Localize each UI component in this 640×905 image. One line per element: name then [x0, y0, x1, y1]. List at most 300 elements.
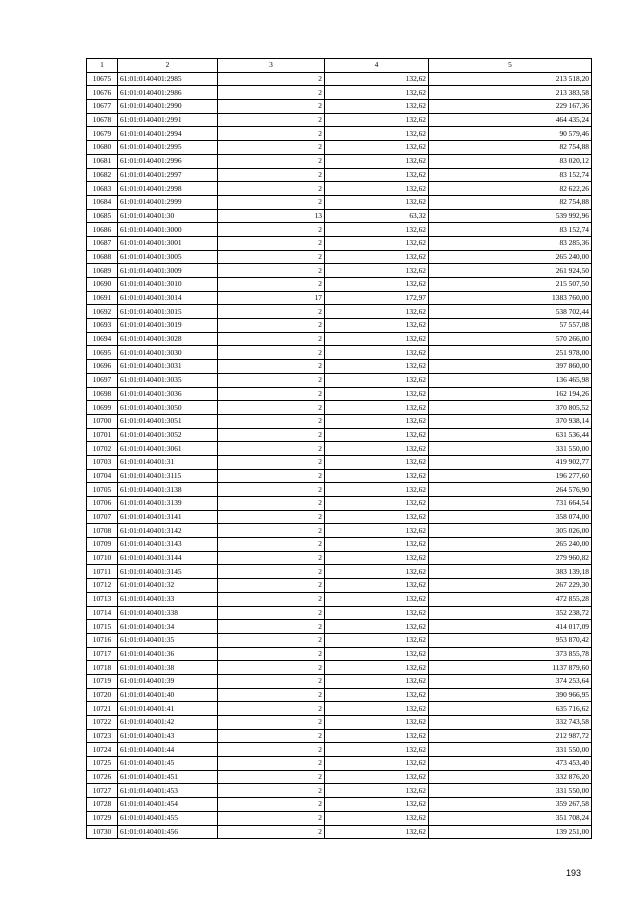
table-cell: 61:01:0140401:2990	[118, 100, 218, 114]
table-cell: 132,62	[325, 784, 429, 798]
table-cell: 61:01:0140401:3001	[118, 236, 218, 250]
table-cell: 10690	[87, 278, 118, 292]
table-cell: 2	[218, 743, 325, 757]
table-cell: 2	[218, 72, 325, 86]
table-cell: 61:01:0140401:453	[118, 784, 218, 798]
table-cell: 414 017,09	[429, 620, 592, 634]
table-row	[87, 168, 592, 182]
table-cell: 352 238,72	[429, 606, 592, 620]
table-cell: 10710	[87, 551, 118, 565]
table-row	[87, 633, 592, 647]
table-cell: 132,62	[325, 524, 429, 538]
table-cell: 2	[218, 770, 325, 784]
table-cell: 132,62	[325, 236, 429, 250]
data-table	[86, 58, 592, 839]
table-row	[87, 250, 592, 264]
table-cell: 10695	[87, 346, 118, 360]
table-cell: 279 960,82	[429, 551, 592, 565]
table-cell: 132,62	[325, 606, 429, 620]
table-cell: 373 855,78	[429, 647, 592, 661]
table-cell: 2	[218, 346, 325, 360]
table-cell: 10715	[87, 620, 118, 634]
table-cell: 213 383,58	[429, 86, 592, 100]
table-cell: 2	[218, 86, 325, 100]
table-cell: 61:01:0140401:2985	[118, 72, 218, 86]
column-header-3: 3	[218, 59, 325, 73]
table-cell: 61:01:0140401:33	[118, 592, 218, 606]
table-cell: 61:01:0140401:3050	[118, 401, 218, 415]
table-cell: 1383 760,00	[429, 291, 592, 305]
table-cell: 132,62	[325, 565, 429, 579]
table-cell: 61:01:0140401:451	[118, 770, 218, 784]
table-cell: 10712	[87, 579, 118, 593]
table-cell: 132,62	[325, 483, 429, 497]
table-cell: 61:01:0140401:2997	[118, 168, 218, 182]
table-cell: 132,62	[325, 702, 429, 716]
table-cell: 731 664,54	[429, 497, 592, 511]
table-cell: 61:01:0140401:3035	[118, 373, 218, 387]
table-row	[87, 688, 592, 702]
table-cell: 2	[218, 414, 325, 428]
table-cell: 82 754,88	[429, 195, 592, 209]
table-row	[87, 469, 592, 483]
table-cell: 10685	[87, 209, 118, 223]
table-cell: 139 251,00	[429, 825, 592, 839]
table-cell: 10700	[87, 414, 118, 428]
table-cell: 10689	[87, 264, 118, 278]
table-cell: 2	[218, 278, 325, 292]
table-cell: 2	[218, 195, 325, 209]
table-cell: 61:01:0140401:3143	[118, 538, 218, 552]
table-cell: 10694	[87, 332, 118, 346]
table-cell: 132,62	[325, 798, 429, 812]
table-cell: 351 708,24	[429, 811, 592, 825]
table-cell: 61:01:0140401:455	[118, 811, 218, 825]
table-row	[87, 661, 592, 675]
table-cell: 2	[218, 469, 325, 483]
table-cell: 570 266,00	[429, 332, 592, 346]
table-cell: 10716	[87, 633, 118, 647]
table-row	[87, 455, 592, 469]
table-cell: 132,62	[325, 469, 429, 483]
table-cell: 2	[218, 373, 325, 387]
table-cell: 10696	[87, 360, 118, 374]
table-cell: 90 579,46	[429, 127, 592, 141]
table-cell: 61:01:0140401:39	[118, 674, 218, 688]
table-row	[87, 442, 592, 456]
table-cell: 10676	[87, 86, 118, 100]
table-cell: 215 507,50	[429, 278, 592, 292]
table-row	[87, 264, 592, 278]
table-cell: 10687	[87, 236, 118, 250]
page-number: 193	[566, 868, 582, 878]
table-cell: 397 860,00	[429, 360, 592, 374]
table-cell: 61:01:0140401:454	[118, 798, 218, 812]
table-cell: 61:01:0140401:34	[118, 620, 218, 634]
table-cell: 10686	[87, 223, 118, 237]
column-header-5: 5	[429, 59, 592, 73]
table-row	[87, 729, 592, 743]
table-cell: 57 557,08	[429, 319, 592, 333]
table-cell: 10713	[87, 592, 118, 606]
table-cell: 61:01:0140401:3030	[118, 346, 218, 360]
table-row	[87, 674, 592, 688]
table-cell: 132,62	[325, 811, 429, 825]
table-cell: 2	[218, 401, 325, 415]
table-cell: 2	[218, 524, 325, 538]
table-row	[87, 770, 592, 784]
table-cell: 132,62	[325, 360, 429, 374]
table-cell: 132,62	[325, 633, 429, 647]
table-row	[87, 592, 592, 606]
table-cell: 61:01:0140401:3142	[118, 524, 218, 538]
table-cell: 61:01:0140401:2999	[118, 195, 218, 209]
table-row	[87, 647, 592, 661]
table-cell: 132,62	[325, 182, 429, 196]
column-header-4: 4	[325, 59, 429, 73]
table-cell: 2	[218, 606, 325, 620]
table-cell: 61:01:0140401:35	[118, 633, 218, 647]
table-row	[87, 702, 592, 716]
table-cell: 264 576,90	[429, 483, 592, 497]
table-cell: 132,62	[325, 825, 429, 839]
table-cell: 61:01:0140401:3051	[118, 414, 218, 428]
table-cell: 464 435,24	[429, 113, 592, 127]
table-cell: 2	[218, 729, 325, 743]
column-header-2: 2	[118, 59, 218, 73]
table-row	[87, 606, 592, 620]
table-cell: 132,62	[325, 592, 429, 606]
table-cell: 2	[218, 510, 325, 524]
table-row	[87, 195, 592, 209]
table-cell: 132,62	[325, 428, 429, 442]
table-cell: 10691	[87, 291, 118, 305]
table-row	[87, 620, 592, 634]
table-cell: 332 743,58	[429, 716, 592, 730]
table-cell: 2	[218, 332, 325, 346]
table-cell: 953 870,42	[429, 633, 592, 647]
table-cell: 83 020,12	[429, 154, 592, 168]
table-cell: 132,62	[325, 319, 429, 333]
table-cell: 10719	[87, 674, 118, 688]
table-cell: 332 876,20	[429, 770, 592, 784]
table-cell: 172,97	[325, 291, 429, 305]
table-cell: 631 536,44	[429, 428, 592, 442]
table-cell: 10728	[87, 798, 118, 812]
table-row	[87, 127, 592, 141]
table-cell: 10699	[87, 401, 118, 415]
table-row	[87, 291, 592, 305]
table-cell: 2	[218, 647, 325, 661]
table-cell: 10726	[87, 770, 118, 784]
table-cell: 2	[218, 688, 325, 702]
table-cell: 132,62	[325, 674, 429, 688]
table-row	[87, 236, 592, 250]
table-cell: 10678	[87, 113, 118, 127]
table-cell: 83 152,74	[429, 223, 592, 237]
table-cell: 132,62	[325, 141, 429, 155]
table-cell: 10718	[87, 661, 118, 675]
table-cell: 61:01:0140401:3036	[118, 387, 218, 401]
table-cell: 10684	[87, 195, 118, 209]
table-cell: 265 240,00	[429, 250, 592, 264]
table-row	[87, 100, 592, 114]
table-cell: 2	[218, 305, 325, 319]
table-cell: 10703	[87, 455, 118, 469]
table-cell: 132,62	[325, 538, 429, 552]
table-cell: 10692	[87, 305, 118, 319]
table-cell: 13	[218, 209, 325, 223]
table-cell: 61:01:0140401:456	[118, 825, 218, 839]
table-cell: 132,62	[325, 743, 429, 757]
table-cell: 132,62	[325, 113, 429, 127]
table-cell: 2	[218, 592, 325, 606]
table-cell: 132,62	[325, 757, 429, 771]
table-cell: 132,62	[325, 716, 429, 730]
table-cell: 132,62	[325, 401, 429, 415]
table-cell: 61:01:0140401:45	[118, 757, 218, 771]
table-cell: 132,62	[325, 346, 429, 360]
table-cell: 229 167,36	[429, 100, 592, 114]
table-cell: 61:01:0140401:2994	[118, 127, 218, 141]
table-cell: 10683	[87, 182, 118, 196]
table-cell: 132,62	[325, 72, 429, 86]
table-cell: 2	[218, 483, 325, 497]
table-cell: 331 550,00	[429, 784, 592, 798]
table-cell: 251 978,00	[429, 346, 592, 360]
table-cell: 61:01:0140401:31	[118, 455, 218, 469]
table-cell: 61:01:0140401:3139	[118, 497, 218, 511]
table-cell: 132,62	[325, 620, 429, 634]
table-cell: 10706	[87, 497, 118, 511]
table-cell: 2	[218, 168, 325, 182]
table-cell: 61:01:0140401:38	[118, 661, 218, 675]
table-cell: 358 074,00	[429, 510, 592, 524]
table-cell: 2	[218, 757, 325, 771]
table-cell: 331 550,00	[429, 743, 592, 757]
table-cell: 2	[218, 674, 325, 688]
table-cell: 10708	[87, 524, 118, 538]
table-cell: 132,62	[325, 373, 429, 387]
table-cell: 10688	[87, 250, 118, 264]
table-row	[87, 346, 592, 360]
table-cell: 61:01:0140401:3010	[118, 278, 218, 292]
table-row	[87, 182, 592, 196]
table-cell: 10680	[87, 141, 118, 155]
table-cell: 539 992,96	[429, 209, 592, 223]
table-cell: 265 240,00	[429, 538, 592, 552]
table-cell: 2	[218, 702, 325, 716]
table-cell: 82 754,88	[429, 141, 592, 155]
table-cell: 2	[218, 141, 325, 155]
table-cell: 61:01:0140401:338	[118, 606, 218, 620]
table-cell: 2	[218, 428, 325, 442]
table-row	[87, 305, 592, 319]
table-cell: 359 267,58	[429, 798, 592, 812]
table-cell: 162 194,26	[429, 387, 592, 401]
table-cell: 10720	[87, 688, 118, 702]
table-cell: 10704	[87, 469, 118, 483]
table-cell: 383 139,18	[429, 565, 592, 579]
table-cell: 2	[218, 633, 325, 647]
table-cell: 2	[218, 825, 325, 839]
table-row	[87, 154, 592, 168]
table-cell: 10693	[87, 319, 118, 333]
table-row	[87, 565, 592, 579]
table-cell: 132,62	[325, 414, 429, 428]
table-cell: 2	[218, 154, 325, 168]
table-cell: 10698	[87, 387, 118, 401]
table-cell: 61:01:0140401:3141	[118, 510, 218, 524]
table-cell: 10707	[87, 510, 118, 524]
table-cell: 10723	[87, 729, 118, 743]
table-cell: 83 285,36	[429, 236, 592, 250]
table-cell: 2	[218, 387, 325, 401]
table-cell: 132,62	[325, 223, 429, 237]
table-cell: 132,62	[325, 278, 429, 292]
table-cell: 61:01:0140401:40	[118, 688, 218, 702]
table-cell: 10681	[87, 154, 118, 168]
table-cell: 61:01:0140401:3061	[118, 442, 218, 456]
table-cell: 10677	[87, 100, 118, 114]
table-cell: 2	[218, 551, 325, 565]
table-cell: 61:01:0140401:3031	[118, 360, 218, 374]
table-cell: 61:01:0140401:3009	[118, 264, 218, 278]
table-cell: 61:01:0140401:3000	[118, 223, 218, 237]
table-cell: 2	[218, 100, 325, 114]
table-cell: 10711	[87, 565, 118, 579]
table-header-row	[87, 59, 592, 73]
table-cell: 10722	[87, 716, 118, 730]
table-cell: 331 550,00	[429, 442, 592, 456]
table-cell: 132,62	[325, 264, 429, 278]
table-cell: 61:01:0140401:2986	[118, 86, 218, 100]
table-cell: 267 229,30	[429, 579, 592, 593]
table-cell: 10729	[87, 811, 118, 825]
table-cell: 2	[218, 579, 325, 593]
table-cell: 635 716,62	[429, 702, 592, 716]
table-row	[87, 113, 592, 127]
table-cell: 2	[218, 360, 325, 374]
table-cell: 212 987,72	[429, 729, 592, 743]
table-cell: 2	[218, 784, 325, 798]
table-row	[87, 414, 592, 428]
table-cell: 10721	[87, 702, 118, 716]
table-cell: 10724	[87, 743, 118, 757]
table-cell: 132,62	[325, 551, 429, 565]
table-row	[87, 141, 592, 155]
table-cell: 132,62	[325, 100, 429, 114]
table-cell: 2	[218, 264, 325, 278]
table-cell: 61:01:0140401:30	[118, 209, 218, 223]
table-cell: 10682	[87, 168, 118, 182]
table-row	[87, 332, 592, 346]
table-cell: 196 277,60	[429, 469, 592, 483]
table-cell: 132,62	[325, 305, 429, 319]
table-cell: 61:01:0140401:32	[118, 579, 218, 593]
table-row	[87, 223, 592, 237]
table-cell: 61:01:0140401:2996	[118, 154, 218, 168]
table-cell: 10727	[87, 784, 118, 798]
table-cell: 61:01:0140401:41	[118, 702, 218, 716]
table-cell: 132,62	[325, 86, 429, 100]
table-cell: 2	[218, 113, 325, 127]
table-cell: 2	[218, 236, 325, 250]
table-cell: 132,62	[325, 332, 429, 346]
table-cell: 473 453,40	[429, 757, 592, 771]
column-header-1: 1	[87, 59, 118, 73]
table-row	[87, 86, 592, 100]
table-cell: 2	[218, 497, 325, 511]
table-cell: 2	[218, 182, 325, 196]
table-cell: 132,62	[325, 647, 429, 661]
table-cell: 61:01:0140401:3019	[118, 319, 218, 333]
table-cell: 10697	[87, 373, 118, 387]
table-row	[87, 551, 592, 565]
table-cell: 61:01:0140401:36	[118, 647, 218, 661]
table-cell: 61:01:0140401:3015	[118, 305, 218, 319]
table-cell: 132,62	[325, 127, 429, 141]
table-row	[87, 209, 592, 223]
table-cell: 261 924,50	[429, 264, 592, 278]
table-cell: 82 622,26	[429, 182, 592, 196]
table-cell: 132,62	[325, 688, 429, 702]
table-row	[87, 825, 592, 839]
table-cell: 2	[218, 565, 325, 579]
table-cell: 132,62	[325, 579, 429, 593]
table-cell: 370 938,14	[429, 414, 592, 428]
table-body	[87, 72, 592, 839]
table-cell: 132,62	[325, 729, 429, 743]
table-cell: 472 855,28	[429, 592, 592, 606]
table-row	[87, 72, 592, 86]
table-row	[87, 798, 592, 812]
table-cell: 10701	[87, 428, 118, 442]
table-cell: 132,62	[325, 250, 429, 264]
table-cell: 1137 879,60	[429, 661, 592, 675]
table-row	[87, 373, 592, 387]
table-cell: 83 152,74	[429, 168, 592, 182]
table-cell: 61:01:0140401:44	[118, 743, 218, 757]
table-cell: 10730	[87, 825, 118, 839]
table-cell: 132,62	[325, 455, 429, 469]
table-cell: 61:01:0140401:2995	[118, 141, 218, 155]
table-cell: 61:01:0140401:43	[118, 729, 218, 743]
table-cell: 61:01:0140401:3028	[118, 332, 218, 346]
table-cell: 61:01:0140401:42	[118, 716, 218, 730]
table-cell: 61:01:0140401:2998	[118, 182, 218, 196]
table-cell: 10679	[87, 127, 118, 141]
table-row	[87, 510, 592, 524]
table-cell: 132,62	[325, 195, 429, 209]
table-cell: 136 465,98	[429, 373, 592, 387]
table-cell: 63,32	[325, 209, 429, 223]
table-cell: 61:01:0140401:3144	[118, 551, 218, 565]
table-cell: 10702	[87, 442, 118, 456]
table-row	[87, 319, 592, 333]
table-cell: 370 805,52	[429, 401, 592, 415]
table-cell: 132,62	[325, 497, 429, 511]
table-row	[87, 579, 592, 593]
table-cell: 390 966,95	[429, 688, 592, 702]
table-cell: 538 702,44	[429, 305, 592, 319]
table-cell: 132,62	[325, 154, 429, 168]
table-cell: 2	[218, 127, 325, 141]
table-row	[87, 757, 592, 771]
table-cell: 61:01:0140401:2991	[118, 113, 218, 127]
table-cell: 2	[218, 811, 325, 825]
table-cell: 10705	[87, 483, 118, 497]
